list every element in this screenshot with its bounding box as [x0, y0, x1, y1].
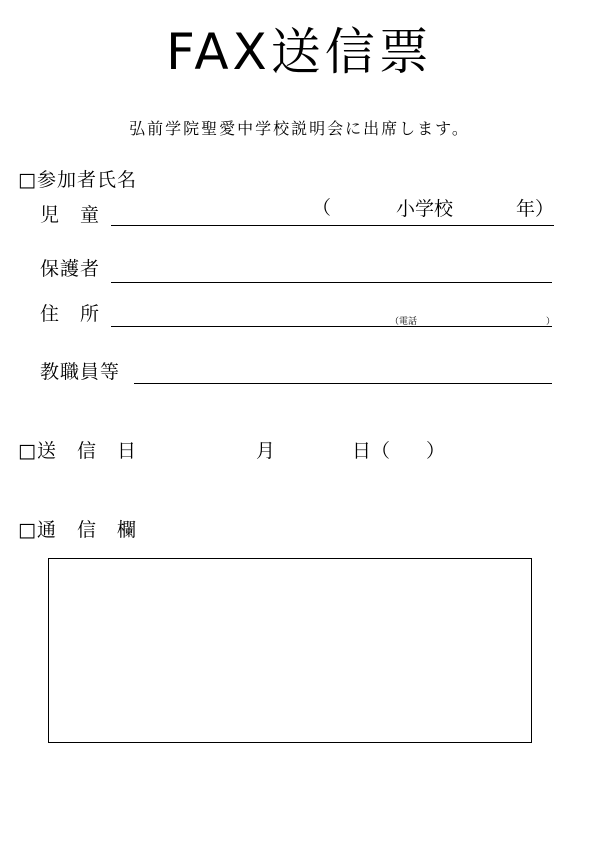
send-date-section-label: □送 信 日 [18, 440, 137, 462]
address-label: 住 所 [40, 303, 101, 325]
child-paren-open: （ [312, 197, 332, 219]
teacher-name-line[interactable] [134, 383, 552, 384]
day-paren-close: ） [426, 440, 446, 462]
child-school-suffix: 小学校 [396, 198, 454, 220]
participants-section-label: □参加者氏名 [18, 169, 137, 191]
teacher-label: 教職員等 [40, 361, 121, 383]
document-title: FAX送信票 [166, 23, 433, 81]
document-subtitle: 弘前学院聖愛中学校説明会に出席します。 [129, 119, 470, 138]
day-label: 日（ [352, 440, 391, 462]
address-line[interactable] [111, 326, 552, 327]
child-grade-suffix: 年） [516, 198, 555, 220]
guardian-name-line[interactable] [111, 282, 552, 283]
month-label: 月 [256, 440, 276, 462]
message-box[interactable] [48, 558, 532, 743]
child-name-line[interactable] [111, 225, 554, 226]
phone-paren-close: ） [546, 317, 556, 327]
child-label: 児 童 [40, 204, 101, 226]
phone-paren-open: （電話 [390, 317, 418, 327]
message-section-label: □通 信 欄 [18, 519, 137, 541]
guardian-label: 保護者 [40, 258, 101, 280]
